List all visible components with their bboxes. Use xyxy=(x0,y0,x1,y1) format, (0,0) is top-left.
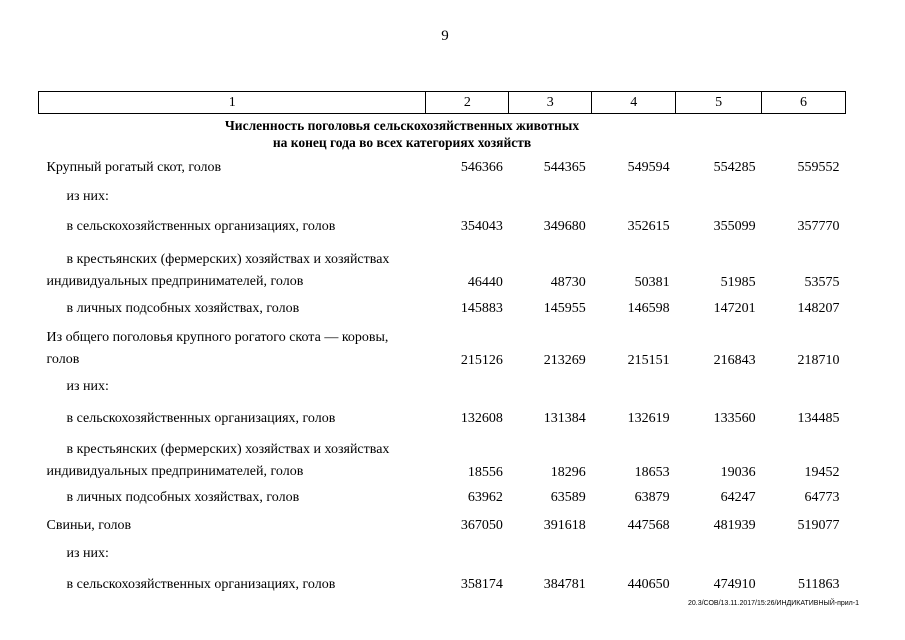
column-header: 6 xyxy=(762,92,846,114)
row-value: 18296 xyxy=(550,465,586,480)
row-value xyxy=(592,371,676,401)
row-value xyxy=(762,183,846,209)
row-value: 50381 xyxy=(634,275,670,290)
table-row xyxy=(39,323,846,371)
row-value: 134485 xyxy=(797,410,840,426)
column-header: 1 xyxy=(39,92,426,114)
row-value: 447568 xyxy=(627,517,670,533)
row-value: 352615 xyxy=(627,218,670,234)
row-label: в личных подсобных хозяйствах, голов xyxy=(66,489,300,505)
row-value xyxy=(676,371,762,401)
row-value: 64773 xyxy=(804,489,840,505)
table-row xyxy=(39,567,846,601)
row-value: 18556 xyxy=(467,465,503,480)
row-value: 391618 xyxy=(543,517,586,533)
row-value: 554285 xyxy=(713,159,756,175)
row-value xyxy=(762,371,846,401)
row-value xyxy=(426,183,509,209)
row-value: 19036 xyxy=(720,465,756,480)
section-title-line: Численность поголовья сельскохозяйственных животных xyxy=(224,118,580,133)
row-value xyxy=(676,539,762,567)
row-label: из них: xyxy=(66,378,109,394)
section-title-line: на конец года во всех категориях хозяйств xyxy=(272,135,532,150)
row-value: 354043 xyxy=(460,218,503,234)
row-label: Из общего поголовья крупного рогатого скота — коровы, голов xyxy=(46,330,389,367)
row-value: 216843 xyxy=(713,353,756,368)
row-value: 519077 xyxy=(797,517,840,533)
column-number-row xyxy=(39,92,846,114)
row-value: 215126 xyxy=(460,353,503,368)
row-value: 349680 xyxy=(543,218,586,234)
indicators-table xyxy=(38,91,846,601)
footer-stamp: 20.3/СОВ/13.11.2017/15:26/ИНДИКАТИВНЫЙ-прил-1 xyxy=(687,600,859,607)
row-value: 357770 xyxy=(797,218,840,234)
row-value: 544365 xyxy=(543,159,586,175)
page-number: 9 xyxy=(441,28,449,44)
row-label: из них: xyxy=(66,545,109,561)
row-value: 132619 xyxy=(627,410,670,426)
row-value: 148207 xyxy=(797,300,840,316)
table-row xyxy=(39,183,846,209)
column-header: 3 xyxy=(509,92,592,114)
column-header: 5 xyxy=(676,92,762,114)
column-header: 4 xyxy=(592,92,676,114)
row-value: 46440 xyxy=(467,275,503,290)
row-label: в сельскохозяйственных организациях, голов xyxy=(66,218,336,234)
row-value: 358174 xyxy=(460,576,503,592)
row-value xyxy=(426,539,509,567)
row-value xyxy=(509,371,592,401)
row-value xyxy=(592,183,676,209)
row-value xyxy=(509,539,592,567)
row-value: 63962 xyxy=(467,489,503,505)
table-row xyxy=(39,401,846,435)
row-value: 355099 xyxy=(713,218,756,234)
row-value: 133560 xyxy=(713,410,756,426)
row-label: в личных подсобных хозяйствах, голов xyxy=(66,300,300,316)
row-value: 132608 xyxy=(460,410,503,426)
row-value: 474910 xyxy=(713,576,756,592)
row-value: 53575 xyxy=(804,275,840,290)
table-row xyxy=(39,209,846,243)
row-value: 131384 xyxy=(543,410,586,426)
row-value: 215151 xyxy=(627,353,670,368)
row-value xyxy=(762,539,846,567)
row-label: Крупный рогатый скот, голов xyxy=(46,159,222,175)
row-value: 559552 xyxy=(797,159,840,175)
row-value: 440650 xyxy=(627,576,670,592)
row-value: 145955 xyxy=(543,300,586,316)
row-label: в сельскохозяйственных организациях, голов xyxy=(66,410,336,426)
row-value: 546366 xyxy=(460,159,503,175)
row-value: 51985 xyxy=(720,275,756,290)
row-value: 218710 xyxy=(797,353,840,368)
row-value: 147201 xyxy=(713,300,756,316)
row-value: 63589 xyxy=(550,489,586,505)
row-label: в крестьянских (фермерских) хозяйствах и хозяйствах индивидуальных предпринимателей, голов xyxy=(46,252,390,289)
row-label: из них: xyxy=(66,188,109,204)
row-value: 481939 xyxy=(713,517,756,533)
row-label: в крестьянских (фермерских) хозяйствах и хозяйствах индивидуальных предпринимателей, голов xyxy=(46,442,390,479)
table-row xyxy=(39,483,846,511)
section-title xyxy=(39,114,846,152)
row-value: 18653 xyxy=(634,465,670,480)
table-row xyxy=(39,539,846,567)
row-value: 63879 xyxy=(634,489,670,505)
table-row xyxy=(39,293,846,323)
row-value xyxy=(592,539,676,567)
row-value: 367050 xyxy=(460,517,503,533)
row-value: 19452 xyxy=(804,465,840,480)
table-row xyxy=(39,151,846,183)
row-value: 549594 xyxy=(627,159,670,175)
row-value: 511863 xyxy=(798,576,840,592)
row-value xyxy=(426,371,509,401)
table-row xyxy=(39,435,846,483)
section-title-row xyxy=(39,114,846,152)
table-row xyxy=(39,243,846,293)
table-row xyxy=(39,511,846,539)
row-value: 145883 xyxy=(460,300,503,316)
row-value xyxy=(676,183,762,209)
table-row xyxy=(39,371,846,401)
row-value: 146598 xyxy=(627,300,670,316)
column-header: 2 xyxy=(426,92,509,114)
row-value: 213269 xyxy=(543,353,586,368)
row-label: Свиньи, голов xyxy=(46,517,132,533)
row-label: в сельскохозяйственных организациях, голов xyxy=(66,576,336,592)
row-value: 64247 xyxy=(720,489,756,505)
row-value: 384781 xyxy=(543,576,586,592)
row-value: 48730 xyxy=(550,275,586,290)
row-value xyxy=(509,183,592,209)
